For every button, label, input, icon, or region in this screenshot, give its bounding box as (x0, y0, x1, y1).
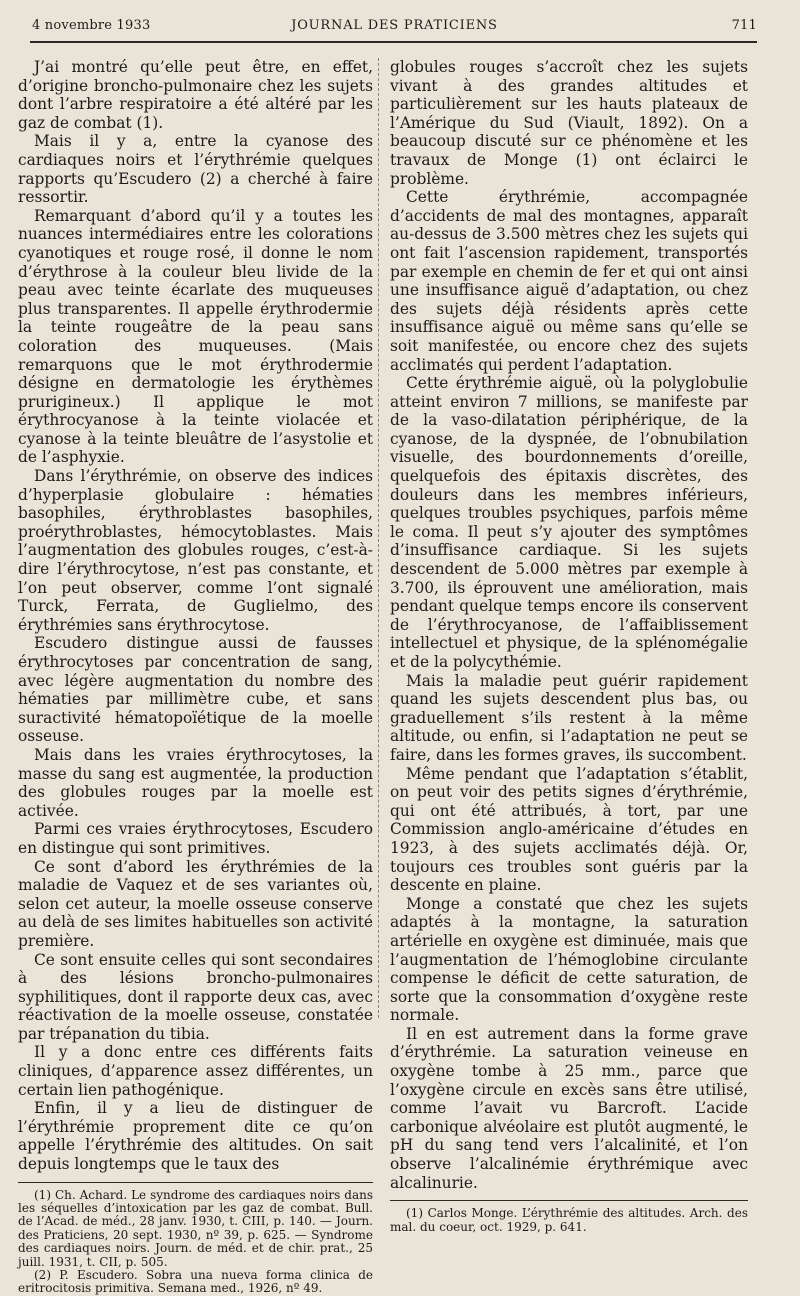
paragraph: Ce sont d’abord les érythrémies de la maladie de Vaquez et de ses variantes où, selon cet auteur, la moelle osseuse conserve au delà de ses limites habituelles son activité première. (18, 857, 373, 950)
paragraph: J’ai montré qu’elle peut être, en effet, d’origine broncho-pulmonaire chez les sujets dont l’arbre respiratoire a été altéré par les gaz de combat (1). (18, 58, 373, 132)
paragraph: Mais dans les vraies érythrocytoses, la masse du sang est augmentée, la production des globules rouges par la moelle est activée. (18, 745, 373, 820)
right-footnotes (390, 1207, 748, 1234)
left-column (18, 58, 373, 1296)
paragraph: Mais la maladie peut guérir rapidement quand les sujets descendent plus bas, ou graduellement s’ils restent à la même altitude, ou enfin, si l’adaptation ne peut se faire, dans les formes graves, ils succombent. (390, 671, 748, 764)
paragraph: Mais il y a, entre la cyanose des cardiaques noirs et l’érythrémie quelques rapports qu’Escudero (2) a cherché à faire ressortir. (18, 132, 373, 207)
paragraph: Cette érythrémie aiguë, où la polyglobulie atteint environ 7 millions, se manifeste par de la vaso-dilatation périphérique, de la cyanose, de la dyspnée, de l’obnubilation visuelle, des bourdonnements d’oreille, quelquefois des épitaxis discrètes, des douleurs dans les membres inférieurs, quelques troubles psychiques, parfois même le coma. Il peut s’y ajouter des symptômes d’insuffisance cardiaque. Si les sujets descendent de 5.000 mètres par exemple à 3.700, ils éprouvent une amélioration, mais pendant quelque temps encore ils conservent de l’érythrocyanose, de l’affaiblissement intellectuel et physique, de la splénomégalie et de la polycythémie. (390, 374, 748, 671)
journal-title: JOURNAL DES PRATICIENS (291, 18, 498, 33)
column-divider (378, 58, 379, 1018)
paragraph: Il y a donc entre ces différents faits cliniques, d’apparence assez différentes, un certain lien pathogénique. (18, 1043, 373, 1099)
paragraph: Monge a constaté que chez les sujets adaptés à la montagne, la saturation artérielle en oxygène est diminuée, mais que l’augmentation de l’hémoglobine circulante compense le déficit de cette saturation, de sorte que la consommation d’oxygène reste normale. (390, 894, 748, 1025)
footnote-rule (390, 1200, 748, 1201)
footnote: (1) Ch. Achard. Le syndrome des cardiaques noirs dans les séquelles d’intoxication par les gaz de combat. Bull. de l’Acad. de méd., 28 janv. 1930, t. CIII, p. 140. — Journ. des Praticiens, 20 sept. 1930, nº 39, p. 625. — Syndrome des cardiaques noirs. Journ. de méd. et de chir. prat., 25 juill. 1931, t. CII, p. 505. (18, 1187, 373, 1269)
paragraph: Remarquant d’abord qu’il y a toutes les nuances intermédiaires entre les colorations cyanotiques et rouge rosé, il donne le nom d’érythrose à la couleur bleu livide de la peau avec teinte écarlate des muqueuses plus transparentes. Il appelle érythrodermie la teinte rougeâtre de la peau sans coloration des muqueuses. (Mais remarquons que le mot érythrodermie désigne en dermatologie les érythèmes prurigineux.) Il applique le mot érythrocyanose à la teinte violacée et cyanose à la teinte bleuâtre de l’asystolie et de l’asphyxie. (18, 206, 373, 467)
page-number: 711 (731, 18, 757, 33)
paragraph: Enfin, il y a lieu de distinguer de l’érythrémie proprement dite ce qu’on appelle l’érythrémie des altitudes. On sait depuis longtemps que le taux des (18, 1099, 373, 1174)
footnote: (1) Carlos Monge. L’érythrémie des altitudes. Arch. des mal. du coeur, oct. 1929, p. 641. (390, 1206, 748, 1234)
paragraph: Dans l’érythrémie, on observe des indices d’hyperplasie globulaire : hématies basophiles, érythroblastes basophiles, proérythroblastes, hémocytoblastes. Mais l’augmentation des globules rouges, c’est-à-dire l’érythrocytose, n’est pas constante, et l’on peut observer, comme l’ont signalé Turck, Ferrata, de Guglielmo, des érythrémies sans érythrocytose. (18, 467, 373, 634)
paragraph: Escudero distingue aussi de fausses érythrocytoses par concentration de sang, avec légère augmentation du nombre des hématies par millimètre cube, et sans suractivité hématopoïétique de la moelle osseuse. (18, 634, 373, 746)
issue-date: 4 novembre 1933 (32, 18, 151, 33)
left-footnotes (18, 1189, 373, 1296)
footnote-rule (18, 1182, 373, 1183)
right-column (390, 58, 748, 1234)
footnote: (2) P. Escudero. Sobra una nueva forma clinica de eritrocitosis primitiva. Semana med., 1926, nº 49. (18, 1268, 373, 1296)
paragraph: globules rouges s’accroît chez les sujets vivant à des grandes altitudes et particulièrement sur les hauts plateaux de l’Amérique du Sud (Viault, 1892). On a beaucoup discuté sur ce phénomène et les travaux de Monge (1) ont éclairci le problème. (390, 58, 748, 188)
paragraph: Parmi ces vraies érythrocytoses, Escudero en distingue qui sont primitives. (18, 820, 373, 857)
page-header (32, 18, 757, 40)
paragraph: Même pendant que l’adaptation s’établit, on peut voir des petits signes d’érythrémie, qui ont été attribués, à tort, par une Commission anglo-américaine d’études en 1923, à des sujets acclimatés déjà. Or, toujours ces troubles sont guéris par la descente en plaine. (390, 764, 748, 895)
header-rule (30, 41, 757, 43)
paragraph: Il en est autrement dans la forme grave d’érythrémie. La saturation veineuse en oxygène tombe à 25 mm., parce que l’oxygène circule en excès sans être utilisé, comme l’avait vu Barcroft. L’acide carbonique alvéolaire est plutôt augmenté, le pH du sang tend vers l’alcalinité, et l’on observe l’alcalinémie érythrémique avec alcalinurie. (390, 1024, 748, 1192)
paragraph: Ce sont ensuite celles qui sont secondaires à des lésions broncho-pulmonaires syphilitiques, dont il rapporte deux cas, avec réactivation de la moelle osseuse, constatée par trépanation du tibia. (18, 950, 373, 1043)
paragraph: Cette érythrémie, accompagnée d’accidents de mal des montagnes, apparaît au-dessus de 3.500 mètres chez les sujets qui ont fait l’ascension rapidement, transportés par exemple en chemin de fer et qui ont ainsi une insuffisance aiguë d’adaptation, ou chez des sujets déjà résidents après cette insuffisance aiguë ou même sans qu’elle se soit manifestée, ou encore chez des sujets acclimatés qui perdent l’adaptation. (390, 188, 748, 374)
